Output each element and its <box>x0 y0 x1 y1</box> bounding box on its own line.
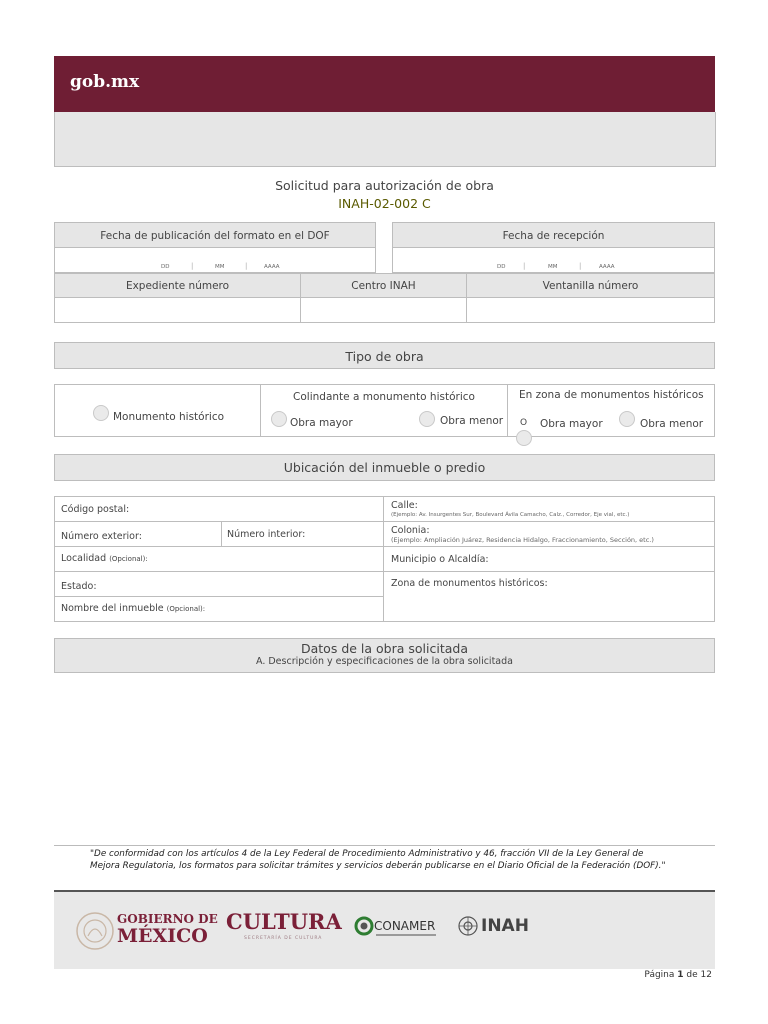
zona-menor-radio[interactable] <box>619 411 635 427</box>
page-current: 1 <box>677 970 684 980</box>
footer-logo-band <box>54 890 715 969</box>
zona-menor-label: Obra menor <box>640 418 704 430</box>
colonia-field[interactable] <box>383 521 715 547</box>
gobmx-header-bar <box>54 56 715 112</box>
estado-field[interactable] <box>54 571 384 597</box>
calle-label: Calle: <box>391 500 418 511</box>
header-subbar <box>54 112 716 167</box>
colindante-menor-radio[interactable] <box>419 411 435 427</box>
recv-dd-label: DD <box>497 264 506 270</box>
conamer-logo-text: CONAMER <box>374 919 436 933</box>
colindante-mayor-radio[interactable] <box>271 411 287 427</box>
num-ext-label: Número exterior: <box>61 531 142 542</box>
pub-mm-label: MM <box>215 264 225 270</box>
municipio-label: Municipio o Alcaldía: <box>391 554 489 565</box>
divider: | <box>245 262 248 270</box>
conamer-underline <box>376 934 436 936</box>
colindante-mayor-label: Obra mayor <box>290 417 353 429</box>
ubicacion-title: Ubicación del inmueble o predio <box>283 460 486 475</box>
datos-obra-subtitle: A. Descripción y especificaciones de la obra solicitada <box>256 656 513 667</box>
zona-cell <box>507 384 715 437</box>
cp-label: Código postal: <box>61 504 130 515</box>
colonia-label: Colonia: <box>391 525 430 536</box>
mexico-logo-text: MÉXICO <box>117 925 208 947</box>
num-int-field[interactable] <box>221 521 384 547</box>
page-number <box>600 970 712 980</box>
ventanilla-label: Ventanilla número <box>542 280 639 292</box>
colindante-label: Colindante a monumento histórico <box>293 391 475 403</box>
nombre-inmueble-field[interactable] <box>54 596 384 622</box>
zona-mark: O <box>520 418 528 428</box>
ubicacion-header <box>54 454 715 481</box>
expediente-label: Expediente número <box>125 280 230 292</box>
divider: | <box>579 262 582 270</box>
divider: | <box>523 262 526 270</box>
recv-date-header <box>392 222 715 248</box>
centro-input[interactable] <box>300 297 467 323</box>
calle-example: (Ejemplo: Av. Insurgentes Sur, Boulevard Ávila Camacho, Calz., Corredor, Eje vial, etc.) <box>391 512 630 518</box>
recv-date-label: Fecha de recepción <box>502 230 605 242</box>
calle-field[interactable] <box>383 496 715 522</box>
municipio-field[interactable] <box>383 546 715 572</box>
colonia-example: (Ejemplo: Ampliación Juárez, Residencia Hidalgo, Fraccionamiento, Sección, etc.) <box>391 536 654 544</box>
colindante-cell <box>260 384 508 437</box>
num-ext-field[interactable] <box>54 521 222 547</box>
nombre-opcional: (Opcional): <box>166 605 206 613</box>
gobierno-logo-text: GOBIERNO DE <box>117 912 218 926</box>
footer-legal-note: "De conformidad con los artículos 4 de la Ley Federal de Procedimiento Administrativo y 46, fracción VII de la Ley General de Mejora Regulatoria, los formatos para solicitar trámites y servicios deberán publicarse en el Diario Oficial de la Federación (DOF)." <box>90 849 666 871</box>
zona-mayor-label: Obra mayor <box>540 418 603 430</box>
cultura-subtitle: SECRETARÍA DE CULTURA <box>244 936 323 941</box>
cp-field[interactable] <box>54 496 384 522</box>
cultura-logo-text: CULTURA <box>226 909 342 934</box>
localidad-field[interactable] <box>54 546 384 572</box>
estado-label: Estado: <box>61 581 97 592</box>
pub-date-label: Fecha de publicación del formato en el DOF <box>100 230 330 242</box>
localidad-label <box>61 553 148 564</box>
recv-date-field[interactable] <box>392 247 715 273</box>
centro-header <box>300 273 467 298</box>
expediente-header <box>54 273 301 298</box>
form-title: Solicitud para autorización de obra <box>275 178 494 193</box>
divider: | <box>191 262 194 270</box>
nombre-inmueble-label <box>61 603 205 614</box>
page-prefix: Página <box>644 970 675 980</box>
zona-monumentos-field[interactable] <box>383 571 715 622</box>
monumento-radio[interactable] <box>93 405 109 421</box>
ventanilla-input[interactable] <box>466 297 715 323</box>
tipo-obra-title: Tipo de obra <box>345 349 424 364</box>
conamer-icon <box>354 916 374 936</box>
monumento-label: Monumento histórico <box>113 411 225 423</box>
localidad-opcional: (Opcional): <box>109 555 148 563</box>
footer-divider <box>54 845 715 846</box>
expediente-input[interactable] <box>54 297 301 323</box>
ventanilla-header <box>466 273 715 298</box>
centro-label: Centro INAH <box>351 280 416 292</box>
pub-dd-label: DD <box>161 264 170 270</box>
pub-date-field[interactable] <box>54 247 376 273</box>
nombre-text: Nombre del inmueble <box>61 603 164 614</box>
gobmx-logo[interactable]: gob.mx <box>70 72 140 92</box>
pub-date-header <box>54 222 376 248</box>
form-code: INAH-02-002 C <box>338 196 431 211</box>
monumento-cell <box>54 384 261 437</box>
pub-aaaa-label: AAAA <box>264 264 280 270</box>
zona-label: En zona de monumentos históricos <box>519 389 704 401</box>
page-suffix: de 12 <box>686 970 712 980</box>
recv-mm-label: MM <box>548 264 558 270</box>
zona-monumentos-label: Zona de monumentos históricos: <box>391 578 548 589</box>
tipo-obra-header <box>54 342 715 369</box>
datos-obra-header <box>54 638 715 673</box>
recv-aaaa-label: AAAA <box>599 264 615 270</box>
inah-logo-text: INAH <box>481 916 529 936</box>
escudo-icon <box>74 910 116 952</box>
num-int-label: Número interior: <box>227 529 306 540</box>
localidad-text: Localidad <box>61 553 107 564</box>
inah-icon <box>456 914 480 938</box>
colindante-menor-label: Obra menor <box>440 415 504 427</box>
zona-mayor-radio[interactable] <box>516 430 532 446</box>
datos-obra-title: Datos de la obra solicitada <box>301 641 468 656</box>
